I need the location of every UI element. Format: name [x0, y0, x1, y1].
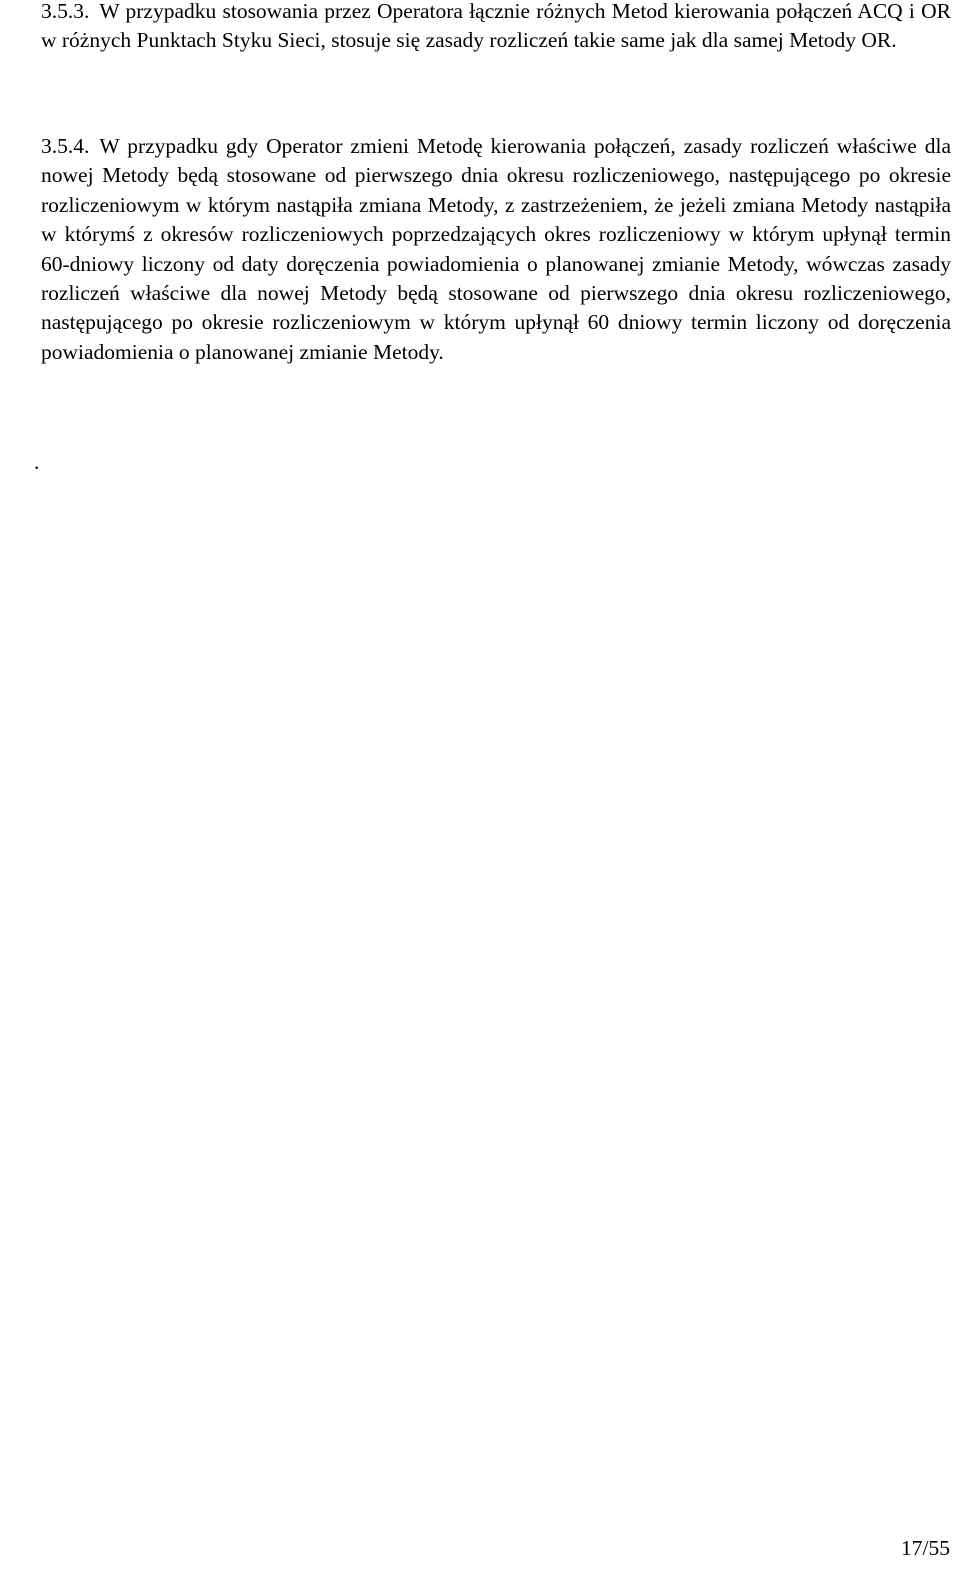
paragraph-number: 3.5.4.	[41, 134, 90, 158]
paragraph-text: W przypadku stosowania przez Operatora łącznie różnych Metod kierowania połączeń ACQ i OR w różnych Punktach Styku Sieci, stosuje się zasady rozliczeń takie same jak dla samej Metody OR.	[41, 0, 951, 53]
stray-period: .	[34, 450, 40, 474]
paragraph-text: W przypadku gdy Operator zmieni Metodę kierowania połączeń, zasady rozliczeń właściwe dla nowej Metody będą stosowane od pierwszego dnia okresu rozliczeniowego, następującego po okresie rozliczeniowym w którym nastąpiła zmiana Metody, z zastrzeżeniem, że jeżeli zmiana Metody nastąpiła w którymś z okresów rozliczeniowych poprzedzających okres rozliczeniowy w którym upłynął termin 60-dniowy liczony od daty doręczenia powiadomienia o planowanej zmianie Metody, wówczas zasady rozliczeń właściwe dla nowej Metody będą stosowane od pierwszego dnia okresu rozliczeniowego, następującego po okresie rozliczeniowym w którym upłynął 60 dniowy termin liczony od doręczenia powiadomienia o planowanej zmianie Metody.	[41, 134, 951, 364]
paragraph-number: 3.5.3.	[41, 0, 90, 23]
paragraph-3-5-3	[41, 0, 951, 56]
paragraph-3-5-4	[41, 132, 951, 367]
page-number: 17/55	[901, 1536, 950, 1560]
